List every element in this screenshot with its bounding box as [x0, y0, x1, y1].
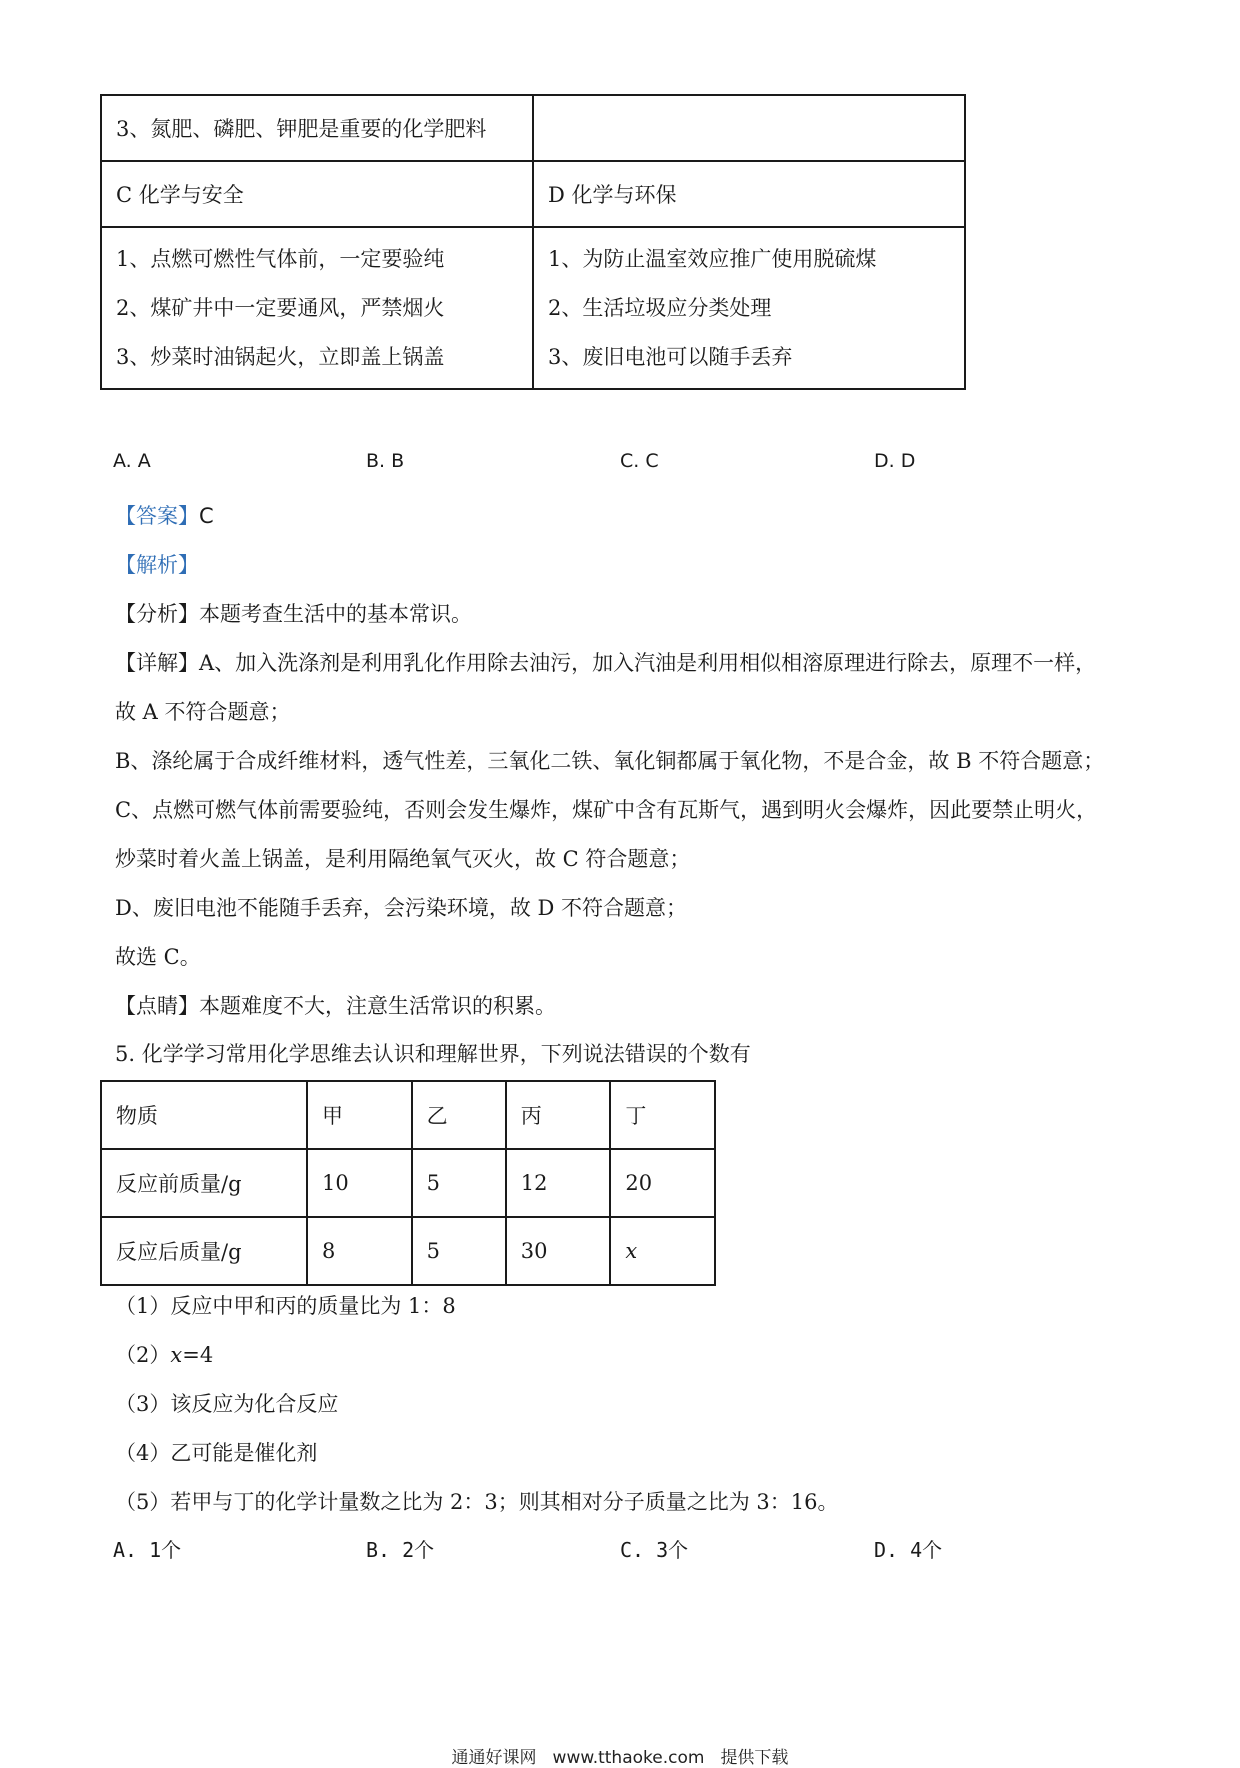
table-cell: 3、氮肥、磷肥、钾肥是重要的化学肥料	[101, 95, 533, 161]
option-a: A. 1个	[113, 1538, 182, 1562]
table-cell: 30	[506, 1217, 611, 1285]
table-cell: 12	[506, 1149, 611, 1217]
footer-url[interactable]: www.tthaoke.com	[552, 1748, 705, 1768]
question-stem: 5. 化学学习常用化学思维去认识和理解世界，下列说法错误的个数有	[115, 1042, 751, 1066]
table-cell: 反应后质量/g	[101, 1217, 307, 1285]
table-row	[101, 1149, 715, 1217]
analysis-dianjing: 【点睛】本题难度不大，注意生活常识的积累。	[115, 994, 556, 1018]
cell-line: 1、为防止温室效应推广使用脱硫煤	[548, 246, 877, 271]
table-cell: x	[610, 1217, 715, 1285]
option-b: B. 2个	[366, 1538, 435, 1562]
analysis-detail: D、废旧电池不能随手丢弃，会污染环境，故 D 不符合题意；	[115, 896, 688, 920]
statement-5: （5）若甲与丁的化学计量数之比为 2：3；则其相对分子质量之比为 3：16。	[115, 1490, 839, 1514]
table-header-cell: 丁	[610, 1081, 715, 1149]
statement-2-prefix: （2）	[115, 1343, 171, 1367]
analysis-label: 【解析】	[115, 553, 199, 577]
table-row	[101, 227, 965, 389]
table-header-cell: 物质	[101, 1081, 307, 1149]
cell-line: 2、生活垃圾应分类处理	[548, 295, 772, 320]
statement-2-var: x	[170, 1343, 183, 1367]
table-row	[101, 161, 965, 227]
table-cell: 5	[412, 1217, 506, 1285]
mass-table	[100, 1080, 716, 1286]
statement-3: （3）该反应为化合反应	[115, 1392, 339, 1416]
table-cell: 20	[610, 1149, 715, 1217]
table-cell: 10	[307, 1149, 412, 1217]
analysis-choose: 故选 C。	[115, 945, 201, 969]
cell-line: 2、煤矿井中一定要通风，严禁烟火	[116, 295, 445, 320]
analysis-detail: 故 A 不符合题意；	[115, 700, 291, 724]
statement-2	[115, 1339, 213, 1369]
table-header-cell: 丙	[506, 1081, 611, 1149]
table-cell: 反应前质量/g	[101, 1149, 307, 1217]
option-d: D. 4个	[874, 1538, 943, 1562]
table-cell	[533, 95, 965, 161]
table-row	[101, 1081, 715, 1149]
analysis-detail: B、涤纶属于合成纤维材料，透气性差，三氧化二铁、氧化铜都属于氧化物，不是合金，故 B 不符合题意；	[115, 749, 1105, 773]
analysis-detail: 炒菜时着火盖上锅盖，是利用隔绝氧气灭火，故 C 符合题意；	[115, 847, 691, 871]
statement-4: （4）乙可能是催化剂	[115, 1441, 318, 1465]
option-b: B. B	[366, 450, 405, 472]
table-cell: D 化学与环保	[533, 161, 965, 227]
table-cell	[533, 227, 965, 389]
cell-line: 3、废旧电池可以随手丢弃	[548, 344, 793, 369]
table-cell: C 化学与安全	[101, 161, 533, 227]
statement-1: （1）反应中甲和丙的质量比为 1：8	[115, 1294, 456, 1318]
option-d: D. D	[874, 450, 916, 472]
table-cell: 8	[307, 1217, 412, 1285]
analysis-detail: 【详解】A、加入洗涤剂是利用乳化作用除去油污，加入汽油是利用相似相溶原理进行除去，原理不一样，	[115, 651, 1097, 675]
statement-2-rest: =4	[182, 1343, 214, 1367]
answer-line	[115, 500, 214, 530]
topic-table	[100, 94, 966, 390]
analysis-fenxi: 【分析】本题考查生活中的基本常识。	[115, 602, 472, 626]
table-cell: 5	[412, 1149, 506, 1217]
table-header-cell: 乙	[412, 1081, 506, 1149]
footer-note: 提供下载	[720, 1748, 789, 1768]
option-c: C. 3个	[620, 1538, 689, 1562]
table-cell	[101, 227, 533, 389]
option-c: C. C	[620, 450, 659, 472]
table-header-cell: 甲	[307, 1081, 412, 1149]
option-a: A. A	[113, 450, 151, 472]
answer-label: 【答案】	[115, 504, 199, 528]
cell-line: 1、点燃可燃性气体前，一定要验纯	[116, 246, 445, 271]
analysis-detail: C、点燃可燃气体前需要验纯，否则会发生爆炸，煤矿中含有瓦斯气，遇到明火会爆炸，因此要禁止明火，	[115, 798, 1098, 822]
table-row	[101, 95, 965, 161]
footer-site: 通通好课网	[451, 1748, 537, 1768]
footer	[0, 1743, 1240, 1768]
cell-line: 3、炒菜时油锅起火，立即盖上锅盖	[116, 344, 445, 369]
table-row	[101, 1217, 715, 1285]
answer-value: C	[199, 504, 214, 528]
